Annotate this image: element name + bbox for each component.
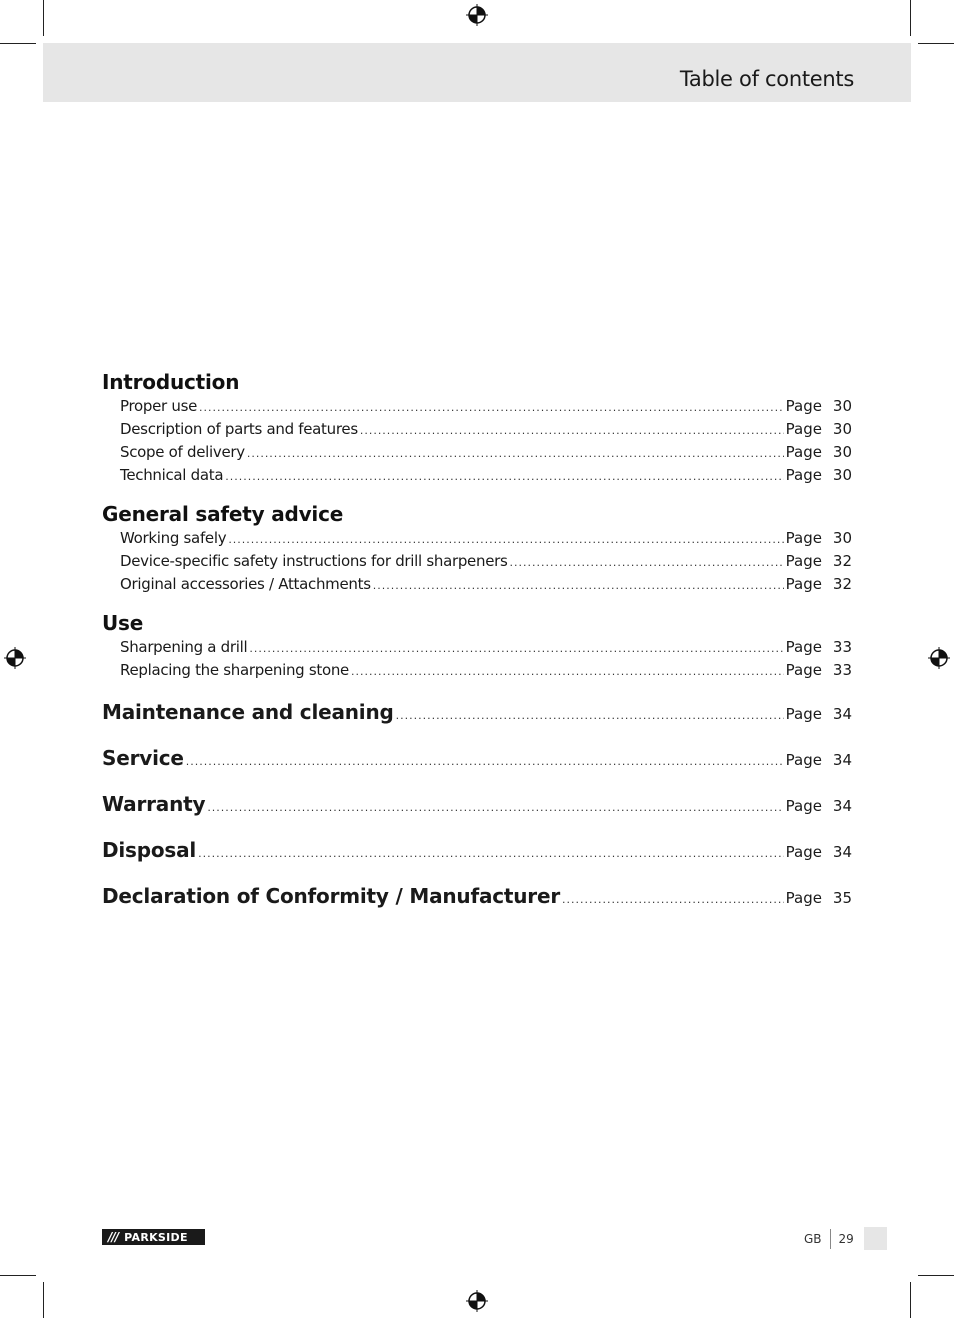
crop-mark bbox=[0, 1275, 36, 1276]
toc-entry[interactable] bbox=[102, 636, 852, 659]
language-code: GB bbox=[804, 1232, 822, 1246]
toc-section-title: Introduction bbox=[102, 370, 240, 394]
toc-entry-page: Page 33 bbox=[785, 638, 852, 656]
toc-entry-page: Page 34 bbox=[785, 843, 852, 861]
dot-leader bbox=[207, 795, 783, 821]
toc-entry-label: Scope of delivery bbox=[120, 443, 245, 461]
toc-entry-label: Sharpening a drill bbox=[120, 638, 248, 656]
dot-leader bbox=[225, 465, 783, 488]
toc-major-entry[interactable] bbox=[102, 837, 852, 863]
registration-mark-icon bbox=[466, 1290, 488, 1312]
crop-mark bbox=[918, 43, 954, 44]
toc-entry-page: Page 30 bbox=[785, 443, 852, 461]
toc-entry[interactable] bbox=[102, 441, 852, 464]
toc-entry-page: Page 35 bbox=[785, 889, 852, 907]
dot-leader bbox=[199, 396, 784, 419]
crop-mark bbox=[43, 0, 44, 36]
dot-leader bbox=[186, 749, 784, 775]
dot-leader bbox=[351, 660, 784, 683]
toc-entry-label: Description of parts and features bbox=[120, 420, 358, 438]
crop-mark bbox=[910, 1282, 911, 1318]
toc-entry-label: Device-specific safety instructions for drill sharpeners bbox=[120, 552, 508, 570]
dot-leader bbox=[247, 442, 784, 465]
toc-entry-page: Page 30 bbox=[785, 397, 852, 415]
toc-major-label: Declaration of Conformity / Manufacturer bbox=[102, 884, 560, 908]
toc-major-entry[interactable] bbox=[102, 883, 852, 909]
toc-major-entry[interactable] bbox=[102, 745, 852, 771]
dot-leader bbox=[249, 637, 783, 660]
dot-leader bbox=[510, 551, 784, 574]
toc-entry-page: Page 34 bbox=[785, 797, 852, 815]
toc-major-label: Service bbox=[102, 746, 184, 770]
toc-major-label: Disposal bbox=[102, 838, 197, 862]
registration-mark-icon bbox=[466, 4, 488, 26]
footer-tab bbox=[864, 1227, 887, 1250]
toc-major-entry[interactable] bbox=[102, 791, 852, 817]
registration-mark-icon bbox=[4, 647, 26, 669]
dot-leader bbox=[562, 887, 784, 913]
page-footer bbox=[804, 1228, 854, 1250]
toc-major-entry[interactable] bbox=[102, 699, 852, 725]
toc-section-title: General safety advice bbox=[102, 502, 344, 526]
toc-entry-page: Page 30 bbox=[785, 529, 852, 547]
toc-entry[interactable] bbox=[102, 659, 852, 682]
toc-entry[interactable] bbox=[102, 395, 852, 418]
toc-entry-page: Page 30 bbox=[785, 466, 852, 484]
toc-major-label: Warranty bbox=[102, 792, 206, 816]
dot-leader bbox=[198, 841, 784, 867]
toc-entry[interactable] bbox=[102, 527, 852, 550]
parkside-logo bbox=[102, 1229, 205, 1245]
dot-leader bbox=[373, 574, 784, 597]
dot-leader bbox=[228, 528, 783, 551]
toc-entry-page: Page 30 bbox=[785, 420, 852, 438]
crop-mark bbox=[43, 1282, 44, 1318]
toc-major-label: Maintenance and cleaning bbox=[102, 700, 394, 724]
toc-entry-label: Original accessories / Attachments bbox=[120, 575, 371, 593]
toc-entry[interactable] bbox=[102, 573, 852, 596]
page-title: Table of contents bbox=[679, 67, 854, 91]
crop-mark bbox=[0, 43, 36, 44]
crop-mark bbox=[910, 0, 911, 36]
crop-mark bbox=[918, 1275, 954, 1276]
toc-entry[interactable] bbox=[102, 550, 852, 573]
toc-section-title: Use bbox=[102, 611, 144, 635]
toc-entry-page: Page 32 bbox=[785, 552, 852, 570]
toc-entry-page: Page 32 bbox=[785, 575, 852, 593]
dot-leader bbox=[396, 703, 784, 729]
header-band bbox=[43, 43, 911, 102]
registration-mark-icon bbox=[928, 647, 950, 669]
logo-slashes: /// bbox=[108, 1230, 119, 1244]
toc-entry-label: Technical data bbox=[120, 466, 224, 484]
toc-entry[interactable] bbox=[102, 418, 852, 441]
toc-entry-page: Page 33 bbox=[785, 661, 852, 679]
table-of-contents bbox=[102, 369, 852, 909]
toc-entry-label: Replacing the sharpening stone bbox=[120, 661, 349, 679]
toc-entry-label: Working safely bbox=[120, 529, 227, 547]
page-number: 29 bbox=[838, 1232, 854, 1246]
dot-leader bbox=[360, 419, 784, 442]
toc-entry-page: Page 34 bbox=[785, 705, 852, 723]
toc-entry-label: Proper use bbox=[120, 397, 198, 415]
toc-entry[interactable] bbox=[102, 464, 852, 487]
logo-brand: PARKSIDE bbox=[124, 1230, 188, 1244]
toc-entry-page: Page 34 bbox=[785, 751, 852, 769]
